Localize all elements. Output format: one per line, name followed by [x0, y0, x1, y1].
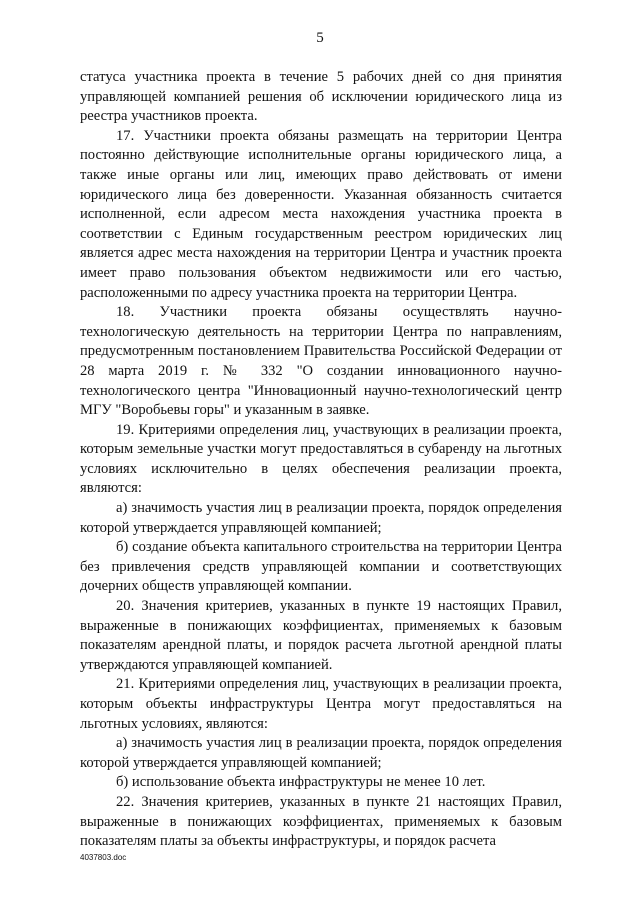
- paragraph-18: 18. Участники проекта обязаны осуществлять научно-технологическую деятельность на территории Центра по направлениям, предусмотренным постановлением Правительства Российской Федерации от 28 марта 2019 г. № 332 "О создании инновационного научно-технологического центра "Инновационный научно-технологический центр МГУ "Воробьевы горы" и указанным в заявке.: [80, 304, 562, 419]
- paragraph-19b: б) создание объекта капитального строительства на территории Центра без привлечения средств управляющей компании и соответствующих дочерних обществ управляющей компании.: [80, 539, 562, 595]
- paragraph-20: 20. Значения критериев, указанных в пункте 19 настоящих Правил, выраженные в понижающих коэффициентах, применяемых к базовым показателям арендной платы, и порядок расчета льготной арендной платы утверждаются управляющей компанией.: [80, 598, 562, 673]
- paragraph-21: 21. Критериями определения лиц, участвующих в реализации проекта, которым объекты инфраструктуры Центра могут предоставляться на льготных условиях, являются:: [80, 676, 562, 732]
- paragraph-22: 22. Значения критериев, указанных в пункте 21 настоящих Правил, выраженные в понижающих коэффициентах, применяемых к базовым показателям платы за объекты инфраструктуры, и порядок расчета: [80, 793, 562, 850]
- paragraph-21a: а) значимость участия лиц в реализации проекта, порядок определения которой утверждается управляющей компанией;: [80, 735, 562, 771]
- document-filename: 4037803.doc: [80, 853, 127, 862]
- paragraph-21b: б) использование объекта инфраструктуры не менее 10 лет.: [116, 774, 486, 791]
- paragraph-continuation: статуса участника проекта в течение 5 рабочих дней со дня принятия управляющей компанией решения об исключении юридического лица из реестра участников проекта.: [80, 69, 562, 125]
- paragraph-19: 19. Критериями определения лиц, участвующих в реализации проекта, которым земельные участки могут предоставляться в субаренду на льготных условиях исключительно в целях обеспечения реализации проекта, являются:: [80, 421, 562, 497]
- paragraph-17: 17. Участники проекта обязаны размещать на территории Центра постоянно действующие исполнительные органы юридического лица, а также иные органы или лиц, имеющих право действовать от имени юридического лица без доверенности. Указанная обязанность считается исполненной, если адресом места нахождения участника проекта в соответствии с Единым государственным реестром юридических лиц является адрес места нахождения на территории Центра и участник проекта имеет право пользования объектом недвижимости или его частью, расположенными по адресу участника проекта на территории Центра.: [80, 127, 562, 301]
- page-number: 5: [316, 30, 324, 46]
- document-body: [80, 68, 562, 852]
- paragraph-19a: а) значимость участия лиц в реализации проекта, порядок определения которой утверждается управляющей компанией;: [80, 500, 562, 536]
